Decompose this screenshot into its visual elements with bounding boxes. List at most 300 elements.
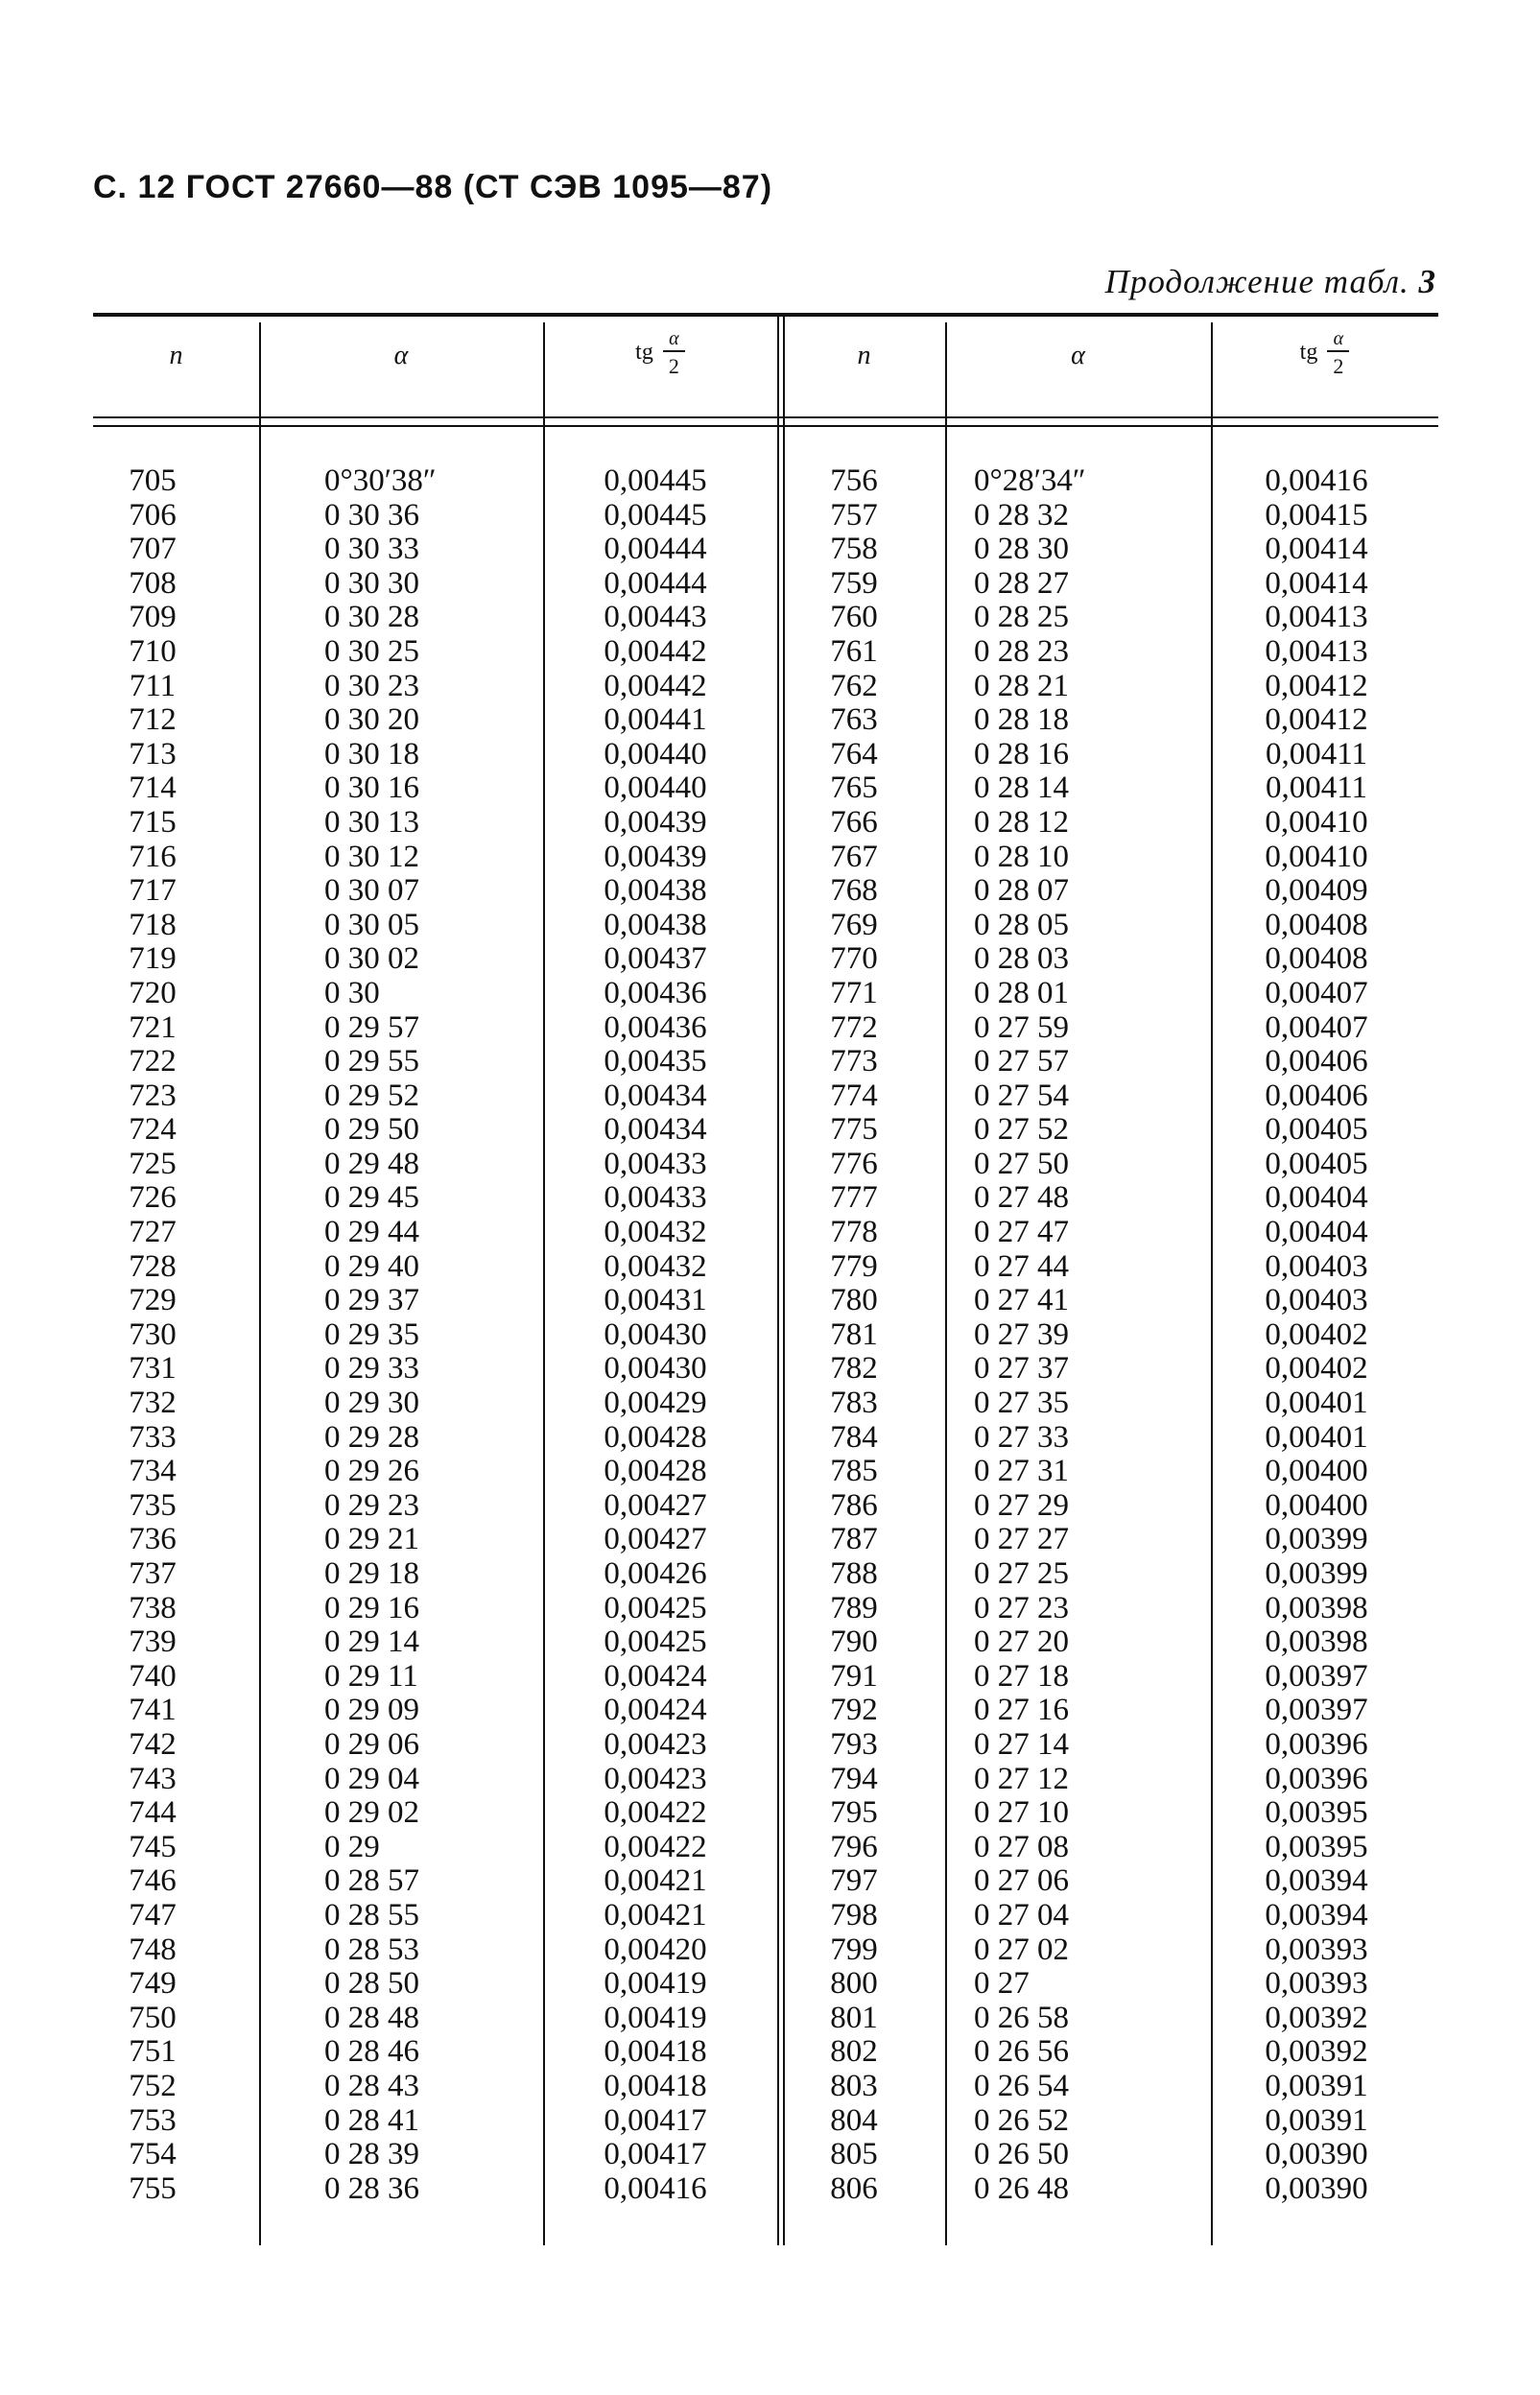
table-cell: 793 <box>830 1726 878 1762</box>
table-cell: 0,00404 <box>1265 1215 1368 1250</box>
table-cell: 0 28 39 <box>324 2137 419 2172</box>
table-cell: 775 <box>830 1112 878 1148</box>
table-cell: 753 <box>129 2102 177 2138</box>
table-cell: 0 28 55 <box>324 1897 419 1933</box>
table-cell: 0,00428 <box>604 1419 707 1455</box>
table-cell: 707 <box>129 532 177 567</box>
column-divider <box>543 322 545 2245</box>
table-cell: 746 <box>129 1863 177 1899</box>
table-cell: 0,00416 <box>1265 463 1368 498</box>
table-cell: 0,00427 <box>604 1522 707 1557</box>
table-cell: 0 28 18 <box>974 702 1069 738</box>
table-cell: 0 29 11 <box>324 1658 418 1694</box>
table-cell: 770 <box>830 941 878 977</box>
left-alpha-column <box>324 464 516 2206</box>
column-divider <box>259 322 261 2245</box>
table-cell: 0 28 10 <box>974 839 1069 874</box>
table-cell: 0,00405 <box>1265 1146 1368 1181</box>
tg-denominator: 2 <box>663 350 685 379</box>
table-cell: 0 29 40 <box>324 1248 419 1284</box>
table-cell: 791 <box>830 1658 878 1694</box>
table-cell: 0,00424 <box>604 1693 707 1728</box>
table-cell: 0,00391 <box>1265 2102 1368 2138</box>
table-cell: 0,00429 <box>604 1386 707 1421</box>
table-cell: 0 28 01 <box>974 975 1069 1010</box>
table-cell: 0,00400 <box>1265 1454 1368 1489</box>
table-cell: 0,00410 <box>1265 804 1368 840</box>
table-cell: 0 29 33 <box>324 1351 419 1387</box>
table-cell: 0 28 53 <box>324 1932 419 1967</box>
table-cell: 0 28 46 <box>324 2034 419 2070</box>
table-cell: 0,00430 <box>604 1316 707 1352</box>
table-cell: 717 <box>129 873 177 909</box>
table-cell: 800 <box>830 1966 878 2002</box>
table-cell: 0 29 35 <box>324 1316 419 1352</box>
table-cell: 0 27 44 <box>974 1248 1069 1284</box>
table-cell: 0 28 57 <box>324 1863 419 1899</box>
table-cell: 773 <box>830 1044 878 1079</box>
table-cell: 0 29 06 <box>324 1726 419 1762</box>
table-cell: 0 28 14 <box>974 771 1069 806</box>
center-double-divider <box>777 317 779 2245</box>
table-cell: 734 <box>129 1454 177 1489</box>
table-cell: 0,00440 <box>604 771 707 806</box>
column-header-n-left: n <box>169 341 183 370</box>
table-cell: 727 <box>129 1215 177 1250</box>
table-cell: 0,00426 <box>604 1556 707 1591</box>
table-cell: 0,00445 <box>604 463 707 498</box>
table-cell: 0 27 06 <box>974 1863 1069 1899</box>
table-cell: 804 <box>830 2102 878 2138</box>
tg-prefix: tg <box>635 340 653 366</box>
table-cell: 0 29 23 <box>324 1487 419 1523</box>
table-number: 3 <box>1418 263 1436 300</box>
table-cell: 0 28 16 <box>974 736 1069 771</box>
table-cell: 0 27 <box>974 1966 1030 2002</box>
table-cell: 0,00417 <box>604 2137 707 2172</box>
center-double-divider <box>783 317 785 2245</box>
table-cell: 0 29 57 <box>324 1009 419 1045</box>
table-cell: 0,00415 <box>1265 497 1368 533</box>
table-cell: 0 28 50 <box>324 1966 419 2002</box>
table-cell: 748 <box>129 1932 177 1967</box>
continuation-text: Продолжение табл. <box>1104 263 1410 300</box>
table-cell: 0,00410 <box>1265 839 1368 874</box>
table-cell: 771 <box>830 975 878 1010</box>
table-cell: 757 <box>830 497 878 533</box>
table-cell: 805 <box>830 2137 878 2172</box>
table-cell: 784 <box>830 1419 878 1455</box>
table-cell: 0 30 05 <box>324 907 419 942</box>
table-cell: 0,00398 <box>1265 1590 1368 1625</box>
tg-numerator: α <box>1333 328 1344 349</box>
table-cell: 0 29 28 <box>324 1419 419 1455</box>
table-cell: 0,00439 <box>604 839 707 874</box>
table-cell: 0,00421 <box>604 1897 707 1933</box>
table-cell: 722 <box>129 1044 177 1079</box>
table-cell: 0,00419 <box>604 1966 707 2002</box>
table-cell: 0,00399 <box>1265 1556 1368 1591</box>
table-cell: 766 <box>830 804 878 840</box>
table-cell: 0 29 16 <box>324 1590 419 1625</box>
table-cell: 0 27 57 <box>974 1044 1069 1079</box>
table-cell: 0,00424 <box>604 1658 707 1694</box>
table-cell: 726 <box>129 1180 177 1216</box>
page-title: С. 12 ГОСТ 27660—88 (СТ СЭВ 1095—87) <box>93 169 773 205</box>
table-cell: 783 <box>830 1386 878 1421</box>
table-cell: 0,00397 <box>1265 1693 1368 1728</box>
table-cell: 716 <box>129 839 177 874</box>
table-cell: 0 30 <box>324 975 380 1010</box>
table-cell: 799 <box>830 1932 878 1967</box>
table-cell: 733 <box>129 1419 177 1455</box>
table-cell: 0,00428 <box>604 1454 707 1489</box>
table-cell: 0 28 07 <box>974 873 1069 909</box>
table-cell: 745 <box>129 1829 177 1864</box>
tg-fraction <box>663 328 685 379</box>
table-cell: 0,00395 <box>1265 1829 1368 1864</box>
table-cell: 0 27 10 <box>974 1795 1069 1831</box>
table-cell: 0,00416 <box>604 2170 707 2206</box>
table-cell: 0 29 30 <box>324 1386 419 1421</box>
table-cell: 0,00438 <box>604 873 707 909</box>
table-cell: 789 <box>830 1590 878 1625</box>
table-cell: 0 30 07 <box>324 873 419 909</box>
table-cell: 0,00396 <box>1265 1761 1368 1796</box>
table-cell: 0 29 21 <box>324 1522 419 1557</box>
table-cell: 0,00423 <box>604 1761 707 1796</box>
table-cell: 787 <box>830 1522 878 1557</box>
table-cell: 0 28 21 <box>974 668 1069 703</box>
table-cell: 0,00393 <box>1265 1966 1368 2002</box>
table-cell: 0,00442 <box>604 668 707 703</box>
table-cell: 741 <box>129 1693 177 1728</box>
table-cell: 806 <box>830 2170 878 2206</box>
tg-numerator: α <box>669 328 679 349</box>
table-cell: 0,00408 <box>1265 941 1368 977</box>
table-cell: 761 <box>830 633 878 669</box>
table-cell: 772 <box>830 1009 878 1045</box>
table-cell: 0 27 25 <box>974 1556 1069 1591</box>
table-cell: 0 27 02 <box>974 1932 1069 1967</box>
tg-denominator: 2 <box>1327 350 1349 379</box>
table-cell: 0 27 37 <box>974 1351 1069 1387</box>
table-cell: 0,00434 <box>604 1112 707 1148</box>
table-cell: 0 30 12 <box>324 839 419 874</box>
table-cell: 768 <box>830 873 878 909</box>
table-cell: 0,00427 <box>604 1487 707 1523</box>
table-cell: 731 <box>129 1351 177 1387</box>
table-cell: 0 27 31 <box>974 1454 1069 1489</box>
table-cell: 0,00437 <box>604 941 707 977</box>
table-cell: 0,00403 <box>1265 1283 1368 1318</box>
table-cell: 715 <box>129 804 177 840</box>
table-cell: 0,00425 <box>604 1590 707 1625</box>
table-cell: 797 <box>830 1863 878 1899</box>
table-cell: 0 27 14 <box>974 1726 1069 1762</box>
table-cell: 0,00390 <box>1265 2170 1368 2206</box>
table-cell: 0,00404 <box>1265 1180 1368 1216</box>
table-cell: 0 27 18 <box>974 1658 1069 1694</box>
table-cell: 0,00432 <box>604 1215 707 1250</box>
table-cell: 758 <box>830 532 878 567</box>
table-cell: 0 27 20 <box>974 1624 1069 1660</box>
table-cell: 0,00401 <box>1265 1419 1368 1455</box>
table-cell: 755 <box>129 2170 177 2206</box>
table-cell: 801 <box>830 2000 878 2035</box>
table-cell: 0 28 43 <box>324 2068 419 2103</box>
table-cell: 0 27 12 <box>974 1761 1069 1796</box>
table-cell: 0°30′38″ <box>324 463 437 498</box>
table-cell: 0 29 44 <box>324 1215 419 1250</box>
table-cell: 0 27 27 <box>974 1522 1069 1557</box>
table-cell: 0 30 33 <box>324 532 419 567</box>
header-bottom-rule <box>93 416 1438 418</box>
table-cell: 0 28 25 <box>974 600 1069 635</box>
table-cell: 0,00431 <box>604 1283 707 1318</box>
table-cell: 0 29 04 <box>324 1761 419 1796</box>
table-cell: 747 <box>129 1897 177 1933</box>
table-cell: 0,00417 <box>604 2102 707 2138</box>
table-cell: 756 <box>830 463 878 498</box>
table-cell: 0,00436 <box>604 975 707 1010</box>
table-cell: 0 30 28 <box>324 600 419 635</box>
column-header-tg-right <box>1211 328 1438 379</box>
table-cell: 0,00392 <box>1265 2034 1368 2070</box>
table-cell: 778 <box>830 1215 878 1250</box>
table-cell: 0 30 36 <box>324 497 419 533</box>
table-cell: 0 29 55 <box>324 1044 419 1079</box>
table-cell: 0,00393 <box>1265 1932 1368 1967</box>
table-cell: 0 27 35 <box>974 1386 1069 1421</box>
table-cell: 759 <box>830 565 878 601</box>
table-cell: 0,00434 <box>604 1078 707 1113</box>
table-cell: 785 <box>830 1454 878 1489</box>
table-cell: 0,00436 <box>604 1009 707 1045</box>
table-cell: 714 <box>129 771 177 806</box>
table-cell: 0,00413 <box>1265 633 1368 669</box>
table-cell: 760 <box>830 600 878 635</box>
table-cell: 780 <box>830 1283 878 1318</box>
table-cell: 0 29 26 <box>324 1454 419 1489</box>
table-cell: 0 30 23 <box>324 668 419 703</box>
table-cell: 0 28 30 <box>974 532 1069 567</box>
table-cell: 0,00402 <box>1265 1316 1368 1352</box>
left-tg-column <box>559 464 751 2206</box>
table-cell: 743 <box>129 1761 177 1796</box>
table-cell: 0,00396 <box>1265 1726 1368 1762</box>
table-cell: 735 <box>129 1487 177 1523</box>
table-cell: 0,00433 <box>604 1180 707 1216</box>
header-bottom-rule-double <box>93 425 1438 427</box>
table-cell: 763 <box>830 702 878 738</box>
table-cell: 720 <box>129 975 177 1010</box>
table-cell: 730 <box>129 1316 177 1352</box>
table-cell: 0 29 09 <box>324 1693 419 1728</box>
table-cell: 0 30 16 <box>324 771 419 806</box>
table-cell: 0 29 <box>324 1829 380 1864</box>
table-cell: 0,00392 <box>1265 2000 1368 2035</box>
table-cell: 739 <box>129 1624 177 1660</box>
table-cell: 0 29 52 <box>324 1078 419 1113</box>
table-cell: 779 <box>830 1248 878 1284</box>
table-cell: 0,00401 <box>1265 1386 1368 1421</box>
table-cell: 729 <box>129 1283 177 1318</box>
table-cell: 0,00444 <box>604 532 707 567</box>
table-cell: 750 <box>129 2000 177 2035</box>
table-cell: 738 <box>129 1590 177 1625</box>
tg-prefix: tg <box>1299 340 1318 366</box>
table-cell: 776 <box>830 1146 878 1181</box>
table-cell: 0 28 05 <box>974 907 1069 942</box>
table-cell: 0,00407 <box>1265 975 1368 1010</box>
column-header-tg-left <box>543 328 777 379</box>
table-cell: 0,00394 <box>1265 1863 1368 1899</box>
table-cell: 0,00397 <box>1265 1658 1368 1694</box>
table-cell: 0,00390 <box>1265 2137 1368 2172</box>
table-cell: 792 <box>830 1693 878 1728</box>
table-cell: 0 28 48 <box>324 2000 419 2035</box>
table-cell: 0,00405 <box>1265 1112 1368 1148</box>
table-cell: 0 29 37 <box>324 1283 419 1318</box>
table-cell: 740 <box>129 1658 177 1694</box>
table-cell: 725 <box>129 1146 177 1181</box>
table-cell: 0 26 58 <box>974 2000 1069 2035</box>
table-cell: 0 28 03 <box>974 941 1069 977</box>
table-cell: 708 <box>129 565 177 601</box>
table-cell: 795 <box>830 1795 878 1831</box>
table-cell: 0,00423 <box>604 1726 707 1762</box>
table-cell: 737 <box>129 1556 177 1591</box>
table-cell: 0,00433 <box>604 1146 707 1181</box>
table-top-rule <box>93 313 1438 317</box>
table-cell: 0,00438 <box>604 907 707 942</box>
table-cell: 0,00432 <box>604 1248 707 1284</box>
table-cell: 786 <box>830 1487 878 1523</box>
table-cell: 728 <box>129 1248 177 1284</box>
table-cell: 0 27 33 <box>974 1419 1069 1455</box>
table-cell: 710 <box>129 633 177 669</box>
table-cell: 0 27 59 <box>974 1009 1069 1045</box>
table-cell: 0 28 27 <box>974 565 1069 601</box>
table-cell: 0 30 13 <box>324 804 419 840</box>
table-cell: 762 <box>830 668 878 703</box>
table-cell: 744 <box>129 1795 177 1831</box>
table-cell: 0,00398 <box>1265 1624 1368 1660</box>
table-cell: 0 28 41 <box>324 2102 419 2138</box>
table-cell: 0,00440 <box>604 736 707 771</box>
table-cell: 0,00418 <box>604 2034 707 2070</box>
table-cell: 0,00408 <box>1265 907 1368 942</box>
table-cell: 0 26 50 <box>974 2137 1069 2172</box>
table-cell: 0,00439 <box>604 804 707 840</box>
table-cell: 0 27 52 <box>974 1112 1069 1148</box>
table-cell: 0 26 52 <box>974 2102 1069 2138</box>
right-tg-column <box>1220 464 1412 2206</box>
column-header-n-right: n <box>857 341 871 370</box>
table-cell: 0,00419 <box>604 2000 707 2035</box>
table-cell: 764 <box>830 736 878 771</box>
table-cell: 0,00418 <box>604 2068 707 2103</box>
table-cell: 0,00445 <box>604 497 707 533</box>
table-cell: 709 <box>129 600 177 635</box>
table-cell: 0,00413 <box>1265 600 1368 635</box>
table-cell: 803 <box>830 2068 878 2103</box>
table-cell: 0 27 23 <box>974 1590 1069 1625</box>
table-cell: 0,00435 <box>604 1044 707 1079</box>
table-cell: 0,00420 <box>604 1932 707 1967</box>
table-cell: 0 27 08 <box>974 1829 1069 1864</box>
table-cell: 0 27 16 <box>974 1693 1069 1728</box>
table-cell: 0,00422 <box>604 1829 707 1864</box>
table-cell: 0,00425 <box>604 1624 707 1660</box>
table-cell: 0,00407 <box>1265 1009 1368 1045</box>
table-cell: 721 <box>129 1009 177 1045</box>
table-cell: 0,00406 <box>1265 1044 1368 1079</box>
table-cell: 0,00400 <box>1265 1487 1368 1523</box>
table-cell: 752 <box>129 2068 177 2103</box>
table-cell: 0 27 29 <box>974 1487 1069 1523</box>
table-cell: 705 <box>129 463 177 498</box>
table-cell: 723 <box>129 1078 177 1113</box>
table-cell: 0,00403 <box>1265 1248 1368 1284</box>
table-cell: 713 <box>129 736 177 771</box>
table-cell: 0,00412 <box>1265 702 1368 738</box>
table-cell: 711 <box>129 668 177 703</box>
column-divider <box>1211 322 1213 2245</box>
table-cell: 0,00414 <box>1265 565 1368 601</box>
table-cell: 0,00430 <box>604 1351 707 1387</box>
table-cell: 798 <box>830 1897 878 1933</box>
table-cell: 0,00412 <box>1265 668 1368 703</box>
table-cell: 706 <box>129 497 177 533</box>
table-cell: 0 29 45 <box>324 1180 419 1216</box>
column-header-alpha-right: α <box>1071 341 1085 370</box>
table-cell: 0 28 36 <box>324 2170 419 2206</box>
table-cell: 0 30 20 <box>324 702 419 738</box>
table-cell: 790 <box>830 1624 878 1660</box>
tg-fraction <box>1327 328 1349 379</box>
table-cell: 0 27 54 <box>974 1078 1069 1113</box>
table-cell: 0 28 12 <box>974 804 1069 840</box>
table-cell: 0 30 18 <box>324 736 419 771</box>
right-alpha-column <box>974 464 1166 2206</box>
table-cell: 765 <box>830 771 878 806</box>
table-cell: 712 <box>129 702 177 738</box>
table-cell: 718 <box>129 907 177 942</box>
table-cell: 719 <box>129 941 177 977</box>
table-cell: 0,00399 <box>1265 1522 1368 1557</box>
table-cell: 0,00394 <box>1265 1897 1368 1933</box>
table-cell: 732 <box>129 1386 177 1421</box>
table-cell: 0 29 18 <box>324 1556 419 1591</box>
table-cell: 0°28′34″ <box>974 463 1086 498</box>
table-cell: 0 27 48 <box>974 1180 1069 1216</box>
left-n-column <box>95 464 210 2206</box>
table-cell: 781 <box>830 1316 878 1352</box>
table-cell: 0 26 54 <box>974 2068 1069 2103</box>
table-cell: 0 27 39 <box>974 1316 1069 1352</box>
table-cell: 754 <box>129 2137 177 2172</box>
table-cell: 0,00406 <box>1265 1078 1368 1113</box>
table-cell: 0,00414 <box>1265 532 1368 567</box>
table-cell: 0,00391 <box>1265 2068 1368 2103</box>
table-cell: 777 <box>830 1180 878 1216</box>
table-cell: 0,00422 <box>604 1795 707 1831</box>
table-cell: 0 28 23 <box>974 633 1069 669</box>
table-cell: 0,00409 <box>1265 873 1368 909</box>
table-cell: 0,00444 <box>604 565 707 601</box>
